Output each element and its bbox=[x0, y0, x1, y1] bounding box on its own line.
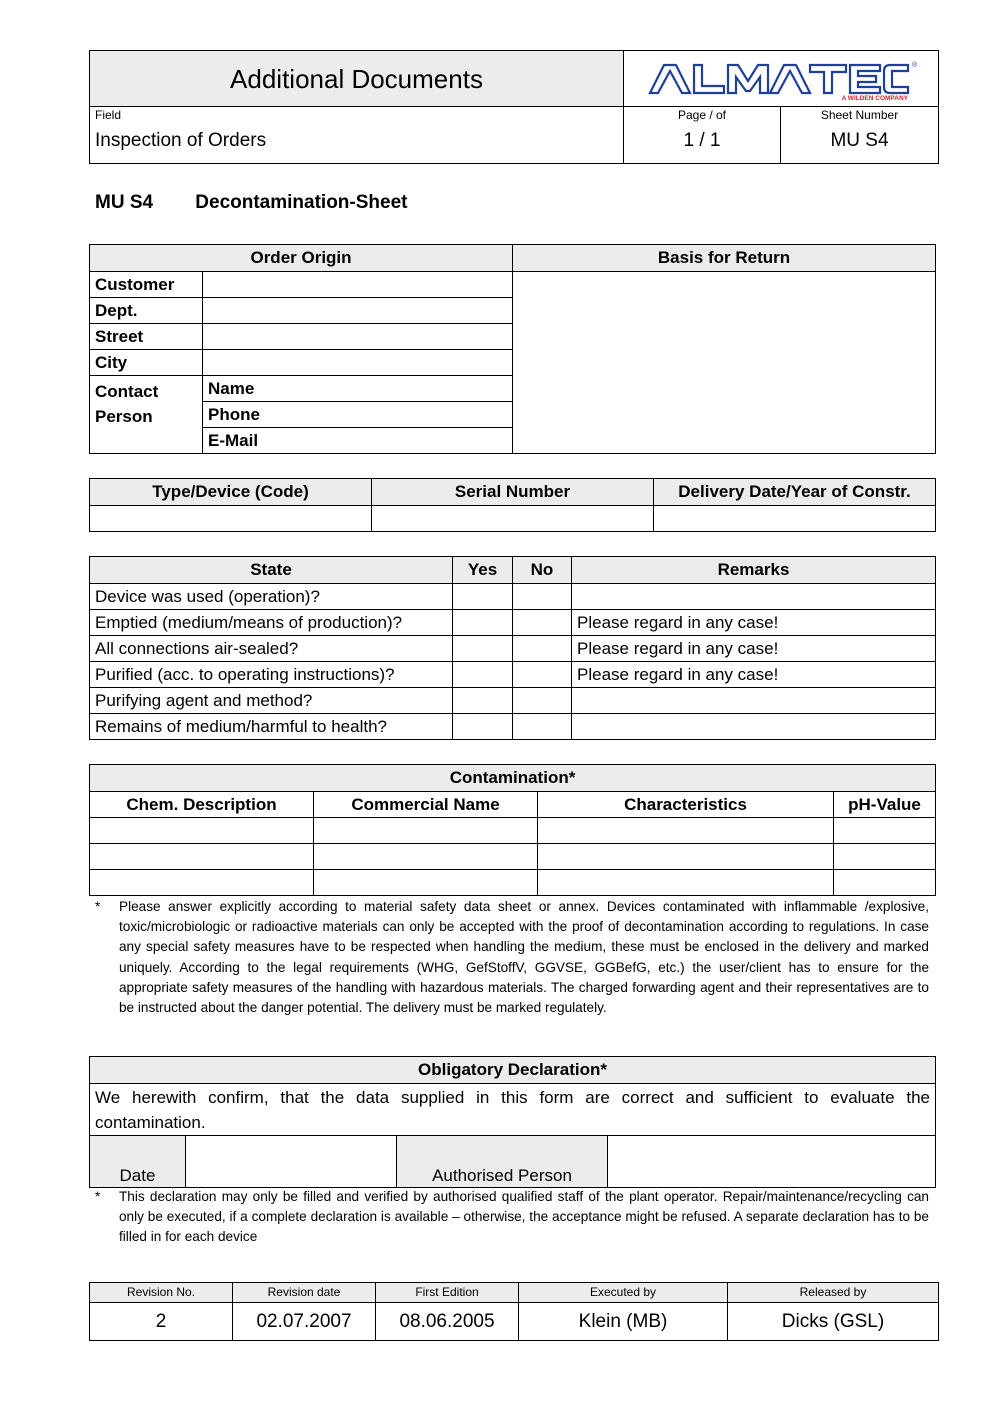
commercial-name-field[interactable] bbox=[314, 844, 538, 870]
state-heading: State bbox=[90, 557, 453, 584]
contact-name-field[interactable]: Name bbox=[203, 376, 513, 402]
header-table bbox=[89, 50, 939, 164]
state-row bbox=[90, 688, 936, 714]
document-name: Decontamination-Sheet bbox=[195, 192, 408, 213]
footnote-text: This declaration may only be filled and verified by authorised qualified staff of the plant operator. Repair/maintenance/recycling can only be executed, if a complete declaration is available – otherwise, the acceptance might be refused. A separate declaration has to be filled in for each device bbox=[119, 1189, 929, 1245]
almatec-logo-icon bbox=[646, 57, 916, 101]
dept-field[interactable] bbox=[203, 298, 513, 324]
chem-description-field[interactable] bbox=[90, 844, 314, 870]
header-title: Additional Documents bbox=[90, 51, 624, 107]
svg-text:®: ® bbox=[912, 61, 918, 69]
footnote-star: * bbox=[95, 1189, 101, 1204]
state-row bbox=[90, 662, 936, 688]
revision-date-label: Revision date bbox=[233, 1283, 376, 1303]
no-checkbox[interactable] bbox=[513, 584, 572, 610]
chem-description-field[interactable] bbox=[90, 818, 314, 844]
yes-checkbox[interactable] bbox=[453, 584, 513, 610]
contamination-table bbox=[89, 764, 936, 896]
released-by-label: Released by bbox=[728, 1283, 939, 1303]
contamination-footnote bbox=[95, 897, 929, 1018]
first-edition-value: 08.06.2005 bbox=[376, 1303, 519, 1341]
state-row bbox=[90, 636, 936, 662]
ph-value-field[interactable] bbox=[834, 870, 936, 896]
state-question: Device was used (operation)? bbox=[90, 584, 453, 610]
contact-person-label: Contact Person bbox=[90, 376, 203, 454]
yes-checkbox[interactable] bbox=[453, 610, 513, 636]
executed-by-value: Klein (MB) bbox=[519, 1303, 728, 1341]
declaration-table bbox=[89, 1056, 936, 1188]
state-remark[interactable]: Please regard in any case! bbox=[572, 636, 936, 662]
declaration-text: We herewith confirm, that the data supplied in this form are correct and sufficient to evaluate the contamination. bbox=[90, 1084, 936, 1136]
revision-date-value: 02.07.2007 bbox=[233, 1303, 376, 1341]
state-question: Purified (acc. to operating instructions)? bbox=[90, 662, 453, 688]
yes-checkbox[interactable] bbox=[453, 636, 513, 662]
company-logo bbox=[624, 51, 939, 107]
logo-subtitle: A WILDEN COMPANY bbox=[841, 94, 908, 102]
contamination-heading: Contamination* bbox=[90, 765, 936, 792]
order-origin-heading: Order Origin bbox=[90, 245, 513, 272]
authorised-person-field[interactable] bbox=[608, 1136, 936, 1188]
page-value: 1 / 1 bbox=[683, 130, 721, 151]
state-remark[interactable]: Please regard in any case! bbox=[572, 662, 936, 688]
page-label: Page / of bbox=[677, 108, 727, 122]
street-label: Street bbox=[90, 324, 203, 350]
serial-number-field[interactable] bbox=[372, 506, 654, 532]
delivery-date-field[interactable] bbox=[654, 506, 936, 532]
field-label: Field bbox=[95, 108, 122, 122]
state-remark[interactable] bbox=[572, 714, 936, 740]
city-field[interactable] bbox=[203, 350, 513, 376]
state-row bbox=[90, 610, 936, 636]
type-device-heading: Type/Device (Code) bbox=[90, 479, 372, 506]
state-question: Remains of medium/harmful to health? bbox=[90, 714, 453, 740]
no-checkbox[interactable] bbox=[513, 714, 572, 740]
state-remark[interactable] bbox=[572, 584, 936, 610]
footnote-text: Please answer explicitly according to material safety data sheet or annex. Devices contaminated with inflammable /explosive, toxic/microbiologic or radioactive materials can only be accepted with the proof of decontamination according to regulations. In case any special safety measures have to be respected when handling the medium, these must be enclosed in the delivery and marked uniquely. According to the legal requirements (WHG, GefStoffV, GGVSE, GGBefG, etc.) the user/client has to ensure for the appropriate safety measures of the handling with hazardous materials. The charged forwarding agent and their representatives are to be instructed about the danger potential. The delivery must be marked regulately. bbox=[119, 899, 929, 1016]
ph-value-heading: pH-Value bbox=[834, 792, 936, 818]
street-field[interactable] bbox=[203, 324, 513, 350]
state-remark[interactable]: Please regard in any case! bbox=[572, 610, 936, 636]
first-edition-label: First Edition bbox=[376, 1283, 519, 1303]
city-label: City bbox=[90, 350, 203, 376]
ph-value-field[interactable] bbox=[834, 844, 936, 870]
no-checkbox[interactable] bbox=[513, 610, 572, 636]
contact-phone-field[interactable]: Phone bbox=[203, 402, 513, 428]
state-question: Purifying agent and method? bbox=[90, 688, 453, 714]
revision-no-value: 2 bbox=[90, 1303, 233, 1341]
basis-for-return-heading: Basis for Return bbox=[513, 245, 936, 272]
document-title bbox=[95, 192, 407, 214]
order-origin-table bbox=[89, 244, 936, 454]
revision-no-label: Revision No. bbox=[90, 1283, 233, 1303]
characteristics-field[interactable] bbox=[538, 870, 834, 896]
declaration-heading: Obligatory Declaration* bbox=[90, 1057, 936, 1084]
yes-heading: Yes bbox=[453, 557, 513, 584]
sheet-value: MU S4 bbox=[830, 130, 889, 151]
chem-description-field[interactable] bbox=[90, 870, 314, 896]
state-row bbox=[90, 584, 936, 610]
executed-by-label: Executed by bbox=[519, 1283, 728, 1303]
no-checkbox[interactable] bbox=[513, 688, 572, 714]
declaration-footnote bbox=[95, 1187, 929, 1248]
characteristics-heading: Characteristics bbox=[538, 792, 834, 818]
state-row bbox=[90, 714, 936, 740]
serial-number-heading: Serial Number bbox=[372, 479, 654, 506]
footnote-star: * bbox=[95, 899, 101, 914]
ph-value-field[interactable] bbox=[834, 818, 936, 844]
customer-field[interactable] bbox=[203, 272, 513, 298]
field-value: Inspection of Orders bbox=[95, 130, 267, 151]
delivery-date-heading: Delivery Date/Year of Constr. bbox=[654, 479, 936, 506]
date-field[interactable] bbox=[186, 1136, 397, 1188]
basis-for-return-field[interactable] bbox=[513, 272, 936, 454]
state-question: Emptied (medium/means of production)? bbox=[90, 610, 453, 636]
remarks-heading: Remarks bbox=[572, 557, 936, 584]
type-device-field[interactable] bbox=[90, 506, 372, 532]
device-table bbox=[89, 478, 936, 532]
contamination-row bbox=[90, 818, 936, 844]
date-label: Date bbox=[90, 1136, 186, 1188]
contamination-row bbox=[90, 870, 936, 896]
state-table bbox=[89, 556, 936, 740]
authorised-person-label: Authorised Person bbox=[397, 1136, 608, 1188]
characteristics-field[interactable] bbox=[538, 818, 834, 844]
yes-checkbox[interactable] bbox=[453, 688, 513, 714]
no-checkbox[interactable] bbox=[513, 662, 572, 688]
document-code: MU S4 bbox=[95, 192, 154, 213]
commercial-name-field[interactable] bbox=[314, 870, 538, 896]
state-remark[interactable] bbox=[572, 688, 936, 714]
state-question: All connections air-sealed? bbox=[90, 636, 453, 662]
chem-description-heading: Chem. Description bbox=[90, 792, 314, 818]
no-heading: No bbox=[513, 557, 572, 584]
customer-label: Customer bbox=[90, 272, 203, 298]
sheet-label: Sheet Number bbox=[820, 108, 899, 122]
contamination-row bbox=[90, 844, 936, 870]
yes-checkbox[interactable] bbox=[453, 714, 513, 740]
released-by-value: Dicks (GSL) bbox=[728, 1303, 939, 1341]
commercial-name-heading: Commercial Name bbox=[314, 792, 538, 818]
commercial-name-field[interactable] bbox=[314, 818, 538, 844]
contact-email-field[interactable]: E-Mail bbox=[203, 428, 513, 454]
yes-checkbox[interactable] bbox=[453, 662, 513, 688]
no-checkbox[interactable] bbox=[513, 636, 572, 662]
dept-label: Dept. bbox=[90, 298, 203, 324]
characteristics-field[interactable] bbox=[538, 844, 834, 870]
revision-table bbox=[89, 1282, 939, 1341]
